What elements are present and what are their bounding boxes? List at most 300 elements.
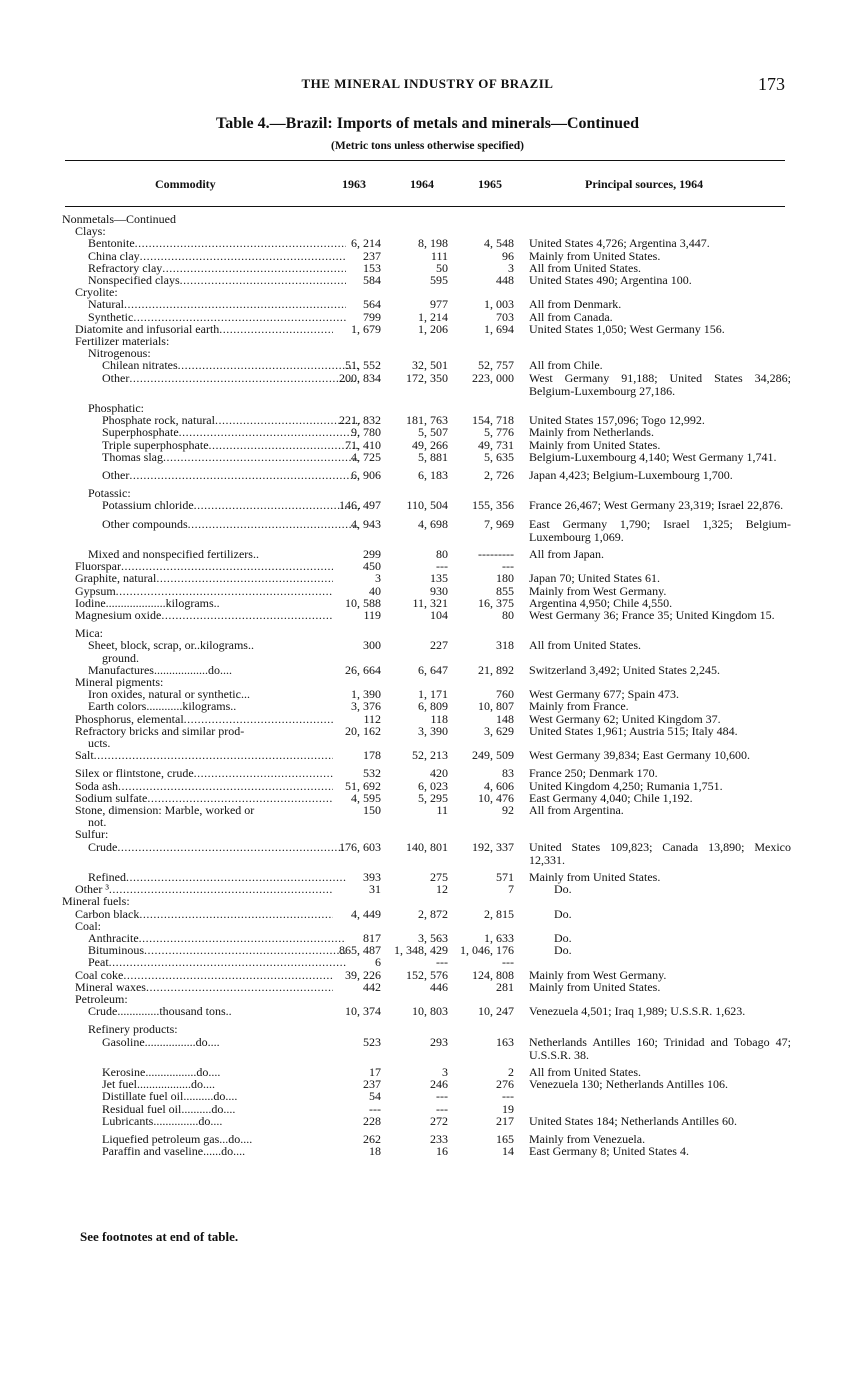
commodity-text: Iodine....................kilograms.. <box>75 596 220 610</box>
table-row <box>0 250 855 263</box>
commodity-label <box>62 347 346 360</box>
commodity-label <box>62 1078 360 1091</box>
table-row <box>0 370 855 398</box>
value-1965: 7 <box>508 882 514 897</box>
table-row <box>0 286 855 299</box>
value-1964: 110, 504 <box>406 498 448 513</box>
value-1964: 595 <box>430 273 448 287</box>
principal-sources: Do. <box>554 931 572 945</box>
value-1963: 584 <box>363 273 381 287</box>
commodity-label <box>62 700 346 713</box>
value-1963: 10, 374 <box>345 1004 381 1019</box>
commodity-text: Other ³ <box>75 883 109 897</box>
commodity-label <box>62 895 320 908</box>
commodity-label <box>62 609 333 622</box>
value-1963: 54 <box>369 1089 381 1104</box>
value-1964: 118 <box>430 711 448 726</box>
table-row <box>0 749 855 762</box>
value-1963: 150 <box>363 803 381 817</box>
value-1964: 272 <box>430 1113 448 1128</box>
value-1964: 3 <box>442 1065 448 1079</box>
value-1963: 176, 603 <box>339 839 381 854</box>
commodity-label <box>62 1066 360 1079</box>
principal-sources: All from United States. <box>529 1065 641 1079</box>
commodity-label <box>62 560 333 573</box>
principal-sources: Switzerland 3,492; United States 2,245. <box>529 662 720 677</box>
value-1965: 760 <box>496 687 514 702</box>
table-row <box>0 1005 855 1018</box>
table-row <box>0 560 855 573</box>
commodity-text: ground. <box>102 651 139 665</box>
commodity-label <box>62 780 333 793</box>
principal-sources: France 250; Denmark 170. <box>529 766 658 781</box>
value-1965: 5, 635 <box>484 449 514 464</box>
principal-sources: West Germany 39,834; East Germany 10,600. <box>529 748 750 763</box>
commodity-text: Phosphorus, elemental <box>75 712 184 726</box>
value-1964: 977 <box>430 297 448 312</box>
principal-sources: West Germany 62; United Kingdom 37. <box>529 711 721 726</box>
commodity-text: Mineral pigments: <box>75 676 164 689</box>
commodity-label <box>62 627 333 640</box>
commodity-text: Soda ash <box>75 779 118 793</box>
commodity-text: Phosphate rock, natural <box>102 414 215 428</box>
commodity-label <box>62 572 333 585</box>
commodity-text: Lubricants...............do.... <box>102 1114 223 1128</box>
commodity-label <box>62 451 360 464</box>
value-1965: 16, 375 <box>478 595 514 610</box>
value-1965: 180 <box>496 571 514 586</box>
principal-sources: Japan 70; United States 61. <box>529 571 660 586</box>
commodity-text: Residual fuel oil..........do.... <box>102 1102 236 1116</box>
commodity-text: Manufactures..................do.... <box>88 663 232 677</box>
principal-sources: Mainly from Netherlands. <box>529 425 654 440</box>
table-row <box>0 664 855 677</box>
value-1963: 18 <box>369 1144 381 1159</box>
running-title: THE MINERAL INDUSTRY OF BRAZIL <box>301 76 554 91</box>
value-1963: 51, 692 <box>345 778 381 793</box>
commodity-text: Nonspecified clays <box>88 274 180 287</box>
value-1964: 52, 213 <box>412 748 448 763</box>
commodity-label <box>62 262 346 275</box>
value-1965: 96 <box>502 248 514 263</box>
value-1963: 20, 162 <box>345 723 381 738</box>
commodity-label <box>62 956 346 969</box>
commodity-label <box>62 323 333 336</box>
value-1965: 4, 548 <box>484 236 514 251</box>
commodity-label <box>62 372 360 385</box>
value-1964: --- <box>436 1089 448 1104</box>
value-1963: 564 <box>363 297 381 312</box>
principal-sources: Mainly from United States. <box>529 870 661 884</box>
commodity-label <box>62 816 346 829</box>
commodity-label <box>62 426 360 439</box>
commodity-label <box>62 213 320 226</box>
table-row <box>0 627 855 640</box>
principal-sources: Venezuela 4,501; Iraq 1,989; U.S.S.R. 1,623. <box>529 1004 746 1019</box>
table-title: Table 4.—Brazil: Imports of metals and minerals—Continued <box>216 115 639 132</box>
value-1964: 140, 801 <box>406 839 448 854</box>
commodity-label <box>62 993 333 1006</box>
value-1965: 855 <box>496 583 514 598</box>
table-row <box>0 572 855 585</box>
commodity-label <box>62 1103 360 1116</box>
column-header-1964: 1964 <box>410 177 434 191</box>
value-1965: 83 <box>502 766 514 781</box>
commodity-text: Triple superphosphate <box>102 438 209 452</box>
principal-sources: United States 184; Netherlands Antilles 60. <box>529 1113 737 1128</box>
commodity-label <box>62 932 346 945</box>
commodity-text: Refractory clay <box>88 261 163 275</box>
commodity-text: Fertilizer materials: <box>75 335 170 348</box>
value-1965: 4, 606 <box>484 778 514 793</box>
commodity-label <box>62 737 346 750</box>
commodity-text: Graphite, natural <box>75 572 157 586</box>
value-1963: 39, 226 <box>345 967 381 982</box>
value-1963: 51, 552 <box>345 358 381 373</box>
value-1964: 4, 698 <box>418 516 448 531</box>
commodity-text: Chilean nitrates <box>102 359 178 373</box>
column-header-commodity: Commodity <box>155 177 216 191</box>
commodity-label <box>62 908 333 921</box>
commodity-text: Liquefied petroleum gas...do.... <box>102 1133 253 1146</box>
commodity-label <box>62 225 333 238</box>
value-1964: 135 <box>430 571 448 586</box>
value-1963: 523 <box>363 1034 381 1049</box>
value-1965: --- <box>502 559 514 574</box>
principal-sources: Japan 4,423; Belgium-Luxembourg 1,700. <box>529 468 733 482</box>
principal-sources: United Kingdom 4,250; Rumania 1,751. <box>529 778 723 793</box>
value-1964: --- <box>436 559 448 574</box>
value-1964: 246 <box>430 1077 448 1092</box>
commodity-text: Superphosphate <box>102 426 179 440</box>
value-1964: 6, 023 <box>418 778 448 793</box>
commodity-text: Distillate fuel oil..........do.... <box>102 1090 238 1104</box>
value-1965: --- <box>502 1089 514 1104</box>
commodity-label <box>62 871 346 884</box>
commodity-text: Cryolite: <box>75 286 118 300</box>
value-1964: 5, 881 <box>418 449 448 464</box>
value-1964: 6, 647 <box>418 662 448 677</box>
value-1964: 181, 763 <box>406 413 448 428</box>
commodity-label <box>62 920 333 933</box>
commodity-label <box>62 237 346 250</box>
value-1963: 31 <box>369 882 381 897</box>
principal-sources: All from United States. <box>529 638 641 653</box>
table-row <box>0 499 855 512</box>
principal-sources: Mainly from West Germany. <box>529 967 667 982</box>
commodity-text: Sheet, block, scrap, or..kilograms.. <box>88 639 254 653</box>
commodity-text: Other compounds <box>102 517 188 531</box>
value-1963: 10, 588 <box>345 595 381 610</box>
commodity-label <box>62 359 360 372</box>
principal-sources: East Germany 1,790; Israel 1,325; Belgium-Luxembourg 1,069. <box>529 516 791 544</box>
value-1965: 52, 757 <box>478 358 514 373</box>
table-row <box>0 1078 855 1091</box>
value-1964: 446 <box>430 979 448 994</box>
value-1965: 703 <box>496 309 514 324</box>
commodity-label <box>62 286 333 299</box>
value-1963: 6 <box>375 955 381 970</box>
commodity-text: Coal: <box>75 919 101 933</box>
commodity-text: Jet fuel..................do.... <box>102 1078 215 1092</box>
value-1963: 9, 780 <box>351 425 381 440</box>
commodity-text: Kerosine.................do.... <box>102 1066 221 1079</box>
value-1965: 1, 694 <box>484 321 514 336</box>
value-1965: --------- <box>478 547 514 561</box>
value-1965: 318 <box>496 638 514 653</box>
commodity-label <box>62 548 346 561</box>
value-1964: 11, 321 <box>412 595 448 610</box>
value-1963: 200, 834 <box>339 370 381 385</box>
table-row <box>0 883 855 896</box>
value-1963: 4, 725 <box>351 449 381 464</box>
value-1965: 5, 776 <box>484 425 514 440</box>
table-row <box>0 1090 855 1103</box>
commodity-text: Bentonite <box>88 237 135 251</box>
table-row <box>0 839 855 867</box>
commodity-text: Coal coke <box>75 968 124 982</box>
principal-sources: Belgium-Luxembourg 4,140; West Germany 1,741. <box>529 449 777 464</box>
value-1963: 3, 376 <box>351 699 381 714</box>
value-1963: 178 <box>363 748 381 763</box>
commodity-text: Diatomite and infusorial earth <box>75 322 220 336</box>
commodity-text: Earth colors............kilograms.. <box>88 700 237 714</box>
table-row <box>0 944 855 957</box>
value-1963: 237 <box>363 248 381 263</box>
principal-sources: United States 1,050; West Germany 156. <box>529 321 725 336</box>
value-1963: 817 <box>363 931 381 945</box>
value-1964: --- <box>436 955 448 970</box>
value-1964: 930 <box>430 583 448 598</box>
commodity-label <box>62 792 333 805</box>
commodity-text: Refined <box>88 871 126 884</box>
table-row <box>0 969 855 982</box>
table-row <box>0 213 855 226</box>
principal-sources: West Germany 677; Spain 473. <box>529 687 680 702</box>
principal-sources: Do. <box>554 882 572 897</box>
commodity-text: Mineral waxes <box>75 980 146 994</box>
principal-sources: East Germany 8; United States 4. <box>529 1144 689 1159</box>
commodity-label <box>62 664 346 677</box>
value-1964: 16 <box>436 1144 448 1159</box>
commodity-label <box>62 1133 360 1146</box>
value-1965: 7, 969 <box>484 516 514 531</box>
commodity-text: Natural <box>88 298 124 312</box>
commodity-text: Magnesium oxide <box>75 609 162 622</box>
table-row <box>0 323 855 336</box>
value-1965: 163 <box>496 1034 514 1049</box>
value-1963: 799 <box>363 309 381 324</box>
value-1964: 6, 183 <box>418 468 448 482</box>
value-1963: 4, 449 <box>351 906 381 921</box>
value-1963: 262 <box>363 1132 381 1146</box>
commodity-label <box>62 298 346 311</box>
value-1964: 5, 507 <box>418 425 448 440</box>
value-1964: 3, 563 <box>418 931 448 945</box>
commodity-label <box>62 487 346 500</box>
commodity-label <box>62 1090 360 1103</box>
table-row <box>0 451 855 464</box>
commodity-text: not. <box>88 816 107 830</box>
value-1963: 450 <box>363 559 381 574</box>
commodity-label <box>62 981 333 994</box>
commodity-text: Gasoline.................do.... <box>102 1035 220 1049</box>
commodity-label <box>62 402 346 415</box>
value-1963: 153 <box>363 260 381 275</box>
value-1965: 124, 808 <box>472 967 514 982</box>
value-1965: 192, 337 <box>472 839 514 854</box>
value-1963: 532 <box>363 766 381 781</box>
value-1963: 221, 832 <box>339 413 381 428</box>
commodity-text: Bituminous <box>88 944 145 958</box>
table-row <box>0 908 855 921</box>
principal-sources: Do. <box>554 943 572 958</box>
commodity-text: Clays: <box>75 225 106 239</box>
commodity-label <box>62 250 346 263</box>
commodity-label <box>62 944 346 957</box>
value-1964: 1, 206 <box>418 321 448 336</box>
commodity-label <box>62 1145 360 1158</box>
column-header-sources: Principal sources, 1964 <box>585 177 704 191</box>
value-1965: --- <box>502 955 514 970</box>
commodity-label <box>62 676 333 689</box>
principal-sources: West Germany 36; France 35; United Kingdom 15. <box>529 608 775 622</box>
table-row <box>0 725 855 738</box>
value-1965: 217 <box>496 1113 514 1128</box>
column-header-1965: 1965 <box>478 177 502 191</box>
commodity-text: Petroleum: <box>75 993 128 1006</box>
value-1965: 276 <box>496 1077 514 1092</box>
commodity-label <box>62 585 333 598</box>
value-1964: 420 <box>430 766 448 781</box>
value-1965: 19 <box>502 1101 514 1116</box>
principal-sources: West Germany 91,188; United States 34,286; Belgium-Luxembourg 27,186. <box>529 370 791 398</box>
value-1963: 146, 497 <box>339 498 381 513</box>
commodity-label <box>62 1036 360 1049</box>
value-1963: 6, 214 <box>351 236 381 251</box>
table-subtitle: (Metric tons unless otherwise specified) <box>331 140 524 152</box>
commodity-text: Silex or flintstone, crude <box>75 767 194 781</box>
principal-sources: United States 157,096; Togo 12,992. <box>529 413 705 428</box>
commodity-text: Potassic: <box>88 487 131 501</box>
value-1965: 21, 892 <box>478 662 514 677</box>
commodity-label <box>62 652 360 665</box>
table-row <box>0 639 855 652</box>
commodity-label <box>62 841 346 854</box>
value-1964: 6, 809 <box>418 699 448 714</box>
value-1963: --- <box>369 1101 381 1116</box>
value-1963: 119 <box>363 608 381 622</box>
value-1964: 12 <box>436 882 448 897</box>
value-1964: 2, 872 <box>418 906 448 921</box>
commodity-label <box>62 274 346 287</box>
principal-sources: All from Canada. <box>529 309 613 324</box>
value-1965: 165 <box>496 1132 514 1146</box>
commodity-label <box>62 969 333 982</box>
value-1964: 80 <box>436 547 448 561</box>
commodity-text: Gypsum <box>75 584 116 598</box>
table-row <box>0 804 855 817</box>
table-row <box>0 274 855 287</box>
principal-sources: All from United States. <box>529 260 641 275</box>
value-1964: 172, 350 <box>406 370 448 385</box>
commodity-label <box>62 439 360 452</box>
value-1965: 2, 726 <box>484 468 514 482</box>
value-1963: 71, 410 <box>345 437 381 452</box>
commodity-text: Crude <box>88 840 118 854</box>
value-1965: 3 <box>508 260 514 275</box>
principal-sources: All from Chile. <box>529 358 603 373</box>
commodity-text: Mixed and nonspecified fertilizers.. <box>88 548 259 561</box>
value-1963: 6, 906 <box>351 468 381 482</box>
value-1965: 10, 476 <box>478 790 514 805</box>
principal-sources: Mainly from United States. <box>529 248 661 263</box>
page-number: 173 <box>758 74 785 94</box>
value-1963: 228 <box>363 1113 381 1128</box>
principal-sources: All from Denmark. <box>529 297 622 312</box>
commodity-text: Thomas slag <box>102 450 163 464</box>
commodity-text: Other <box>102 371 130 385</box>
commodity-label <box>62 713 333 726</box>
commodity-text: ucts. <box>88 737 111 750</box>
commodity-label <box>62 639 346 652</box>
principal-sources: Mainly from United States. <box>529 979 661 994</box>
column-header-1963: 1963 <box>342 177 366 191</box>
commodity-text: Sodium sulfate <box>75 791 148 805</box>
value-1964: 227 <box>430 638 448 653</box>
value-1963: 4, 595 <box>351 790 381 805</box>
value-1964: 1, 171 <box>418 687 448 702</box>
value-1963: 237 <box>363 1077 381 1092</box>
value-1965: 154, 718 <box>472 413 514 428</box>
commodity-text: Iron oxides, natural or synthetic... <box>88 688 250 702</box>
value-1963: 112 <box>363 711 381 726</box>
value-1965: 1, 633 <box>484 931 514 945</box>
value-1965: 10, 247 <box>478 1004 514 1019</box>
commodity-label <box>62 804 333 817</box>
table-row <box>0 1145 855 1158</box>
commodity-text: China clay <box>88 249 140 263</box>
table-row <box>0 548 855 561</box>
value-1965: 148 <box>496 711 514 726</box>
value-1964: 275 <box>430 870 448 884</box>
value-1964: 3, 390 <box>418 723 448 738</box>
commodity-text: Carbon black <box>75 907 140 921</box>
commodity-label <box>62 725 333 738</box>
value-1963: 393 <box>363 870 381 884</box>
table-row <box>0 981 855 994</box>
value-1965: 49, 731 <box>478 437 514 452</box>
value-1965: 1, 003 <box>484 297 514 312</box>
commodity-label <box>62 414 360 427</box>
commodity-text: Fluorspar <box>75 560 121 574</box>
value-1963: 17 <box>369 1065 381 1079</box>
commodity-text: Refractory bricks and similar prod- <box>75 724 245 738</box>
principal-sources: Mainly from France. <box>529 699 629 714</box>
commodity-text: Phosphatic: <box>88 402 144 415</box>
value-1965: 155, 356 <box>472 498 514 513</box>
value-1965: 80 <box>502 608 514 622</box>
commodity-text: Mica: <box>75 627 103 641</box>
principal-sources: Venezuela 130; Netherlands Antilles 106. <box>529 1077 728 1092</box>
table-row <box>0 1034 855 1062</box>
commodity-text: Stone, dimension: Marble, worked or <box>75 804 255 817</box>
table-row <box>0 262 855 275</box>
commodity-text: Synthetic <box>88 310 134 324</box>
principal-sources: All from Japan. <box>529 547 604 561</box>
commodity-label <box>62 767 333 780</box>
principal-sources: Mainly from United States. <box>529 437 661 452</box>
